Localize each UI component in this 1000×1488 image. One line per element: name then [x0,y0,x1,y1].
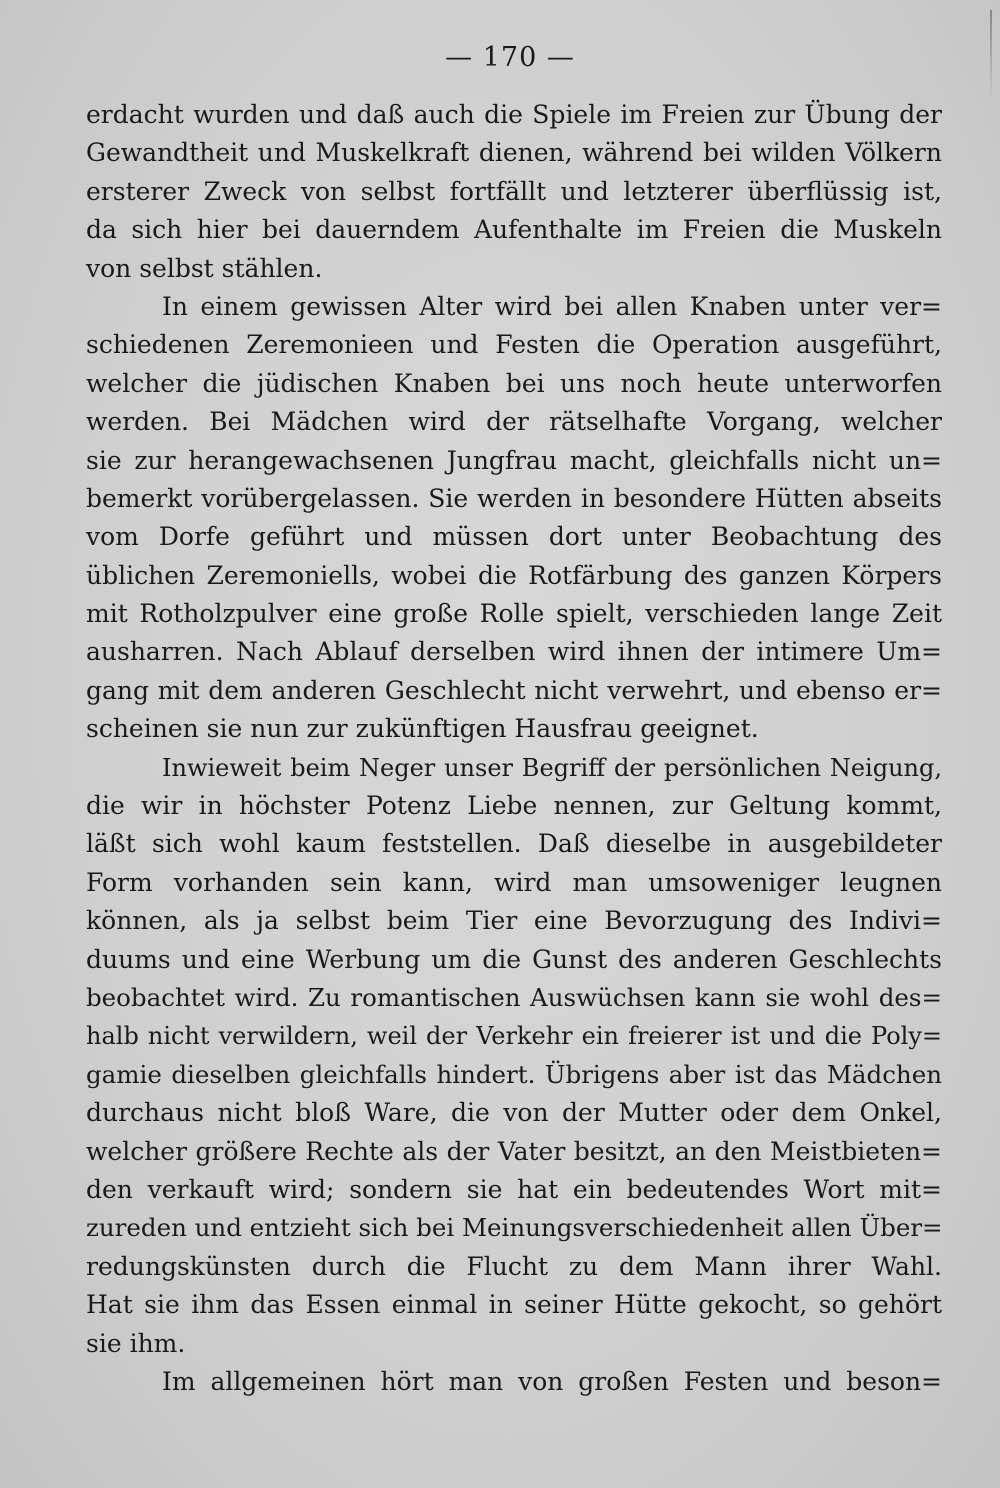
text-line: da sich hier bei dauerndem Aufenthalte im Freien die Muskeln [86,215,942,245]
text-line: scheinen sie nun zur zukünftigen Hausfrau geeignet. [86,714,759,744]
body-text [86,96,942,1401]
text-line: erdacht wurden und daß auch die Spiele im Freien zur Übung der [86,100,942,129]
text-line: gang mit dem anderen Geschlecht nicht verwehrt, und ebenso er= [86,675,942,705]
page-number: — 170 — [445,42,575,73]
text-line: bemerkt vorübergelassen. Sie werden in besondere Hütten abseits [86,483,942,513]
text-line: halb nicht verwildern, weil der Verkehr ein freierer ist und die Poly= [86,1022,942,1051]
text-line: beobachtet wird. Zu romantischen Auswüchsen kann sie wohl des= [86,982,942,1012]
text-line: redungskünsten durch die Flucht zu dem Mann ihrer Wahl. [86,1251,942,1281]
text-line: mit Rotholzpulver eine große Rolle spielt, verschieden lange Zeit [86,599,942,629]
text-line: gamie dieselben gleichfalls hindert. Übrigens aber ist das Mädchen [86,1059,942,1089]
text-line: zureden und entzieht sich bei Meinungsverschiedenheit allen Über= [86,1213,943,1243]
text-line: den verkauft wird; sondern sie hat ein bedeutendes Wort mit= [86,1174,942,1204]
text-line: Inwieweit beim Neger unser Begriff der persönlichen Neigung, [162,753,942,782]
text-line: ersterer Zweck von selbst fortfällt und letzterer überflüssig ist, [86,176,942,206]
text-line: Hat sie ihm das Essen einmal in seiner Hütte gekocht, so gehört [86,1290,942,1320]
text-line: von selbst stählen. [86,253,323,283]
text-line: Gewandtheit und Muskelkraft dienen, während bei wilden Völkern [86,138,942,168]
text-line: durchaus nicht bloß Ware, die von der Mutter oder dem Onkel, [86,1098,942,1128]
text-line: Im allgemeinen hört man von großen Festen und beson= [162,1366,942,1396]
text-line: Form vorhanden sein kann, wird man umsoweniger leugnen [86,867,942,897]
text-line: werden. Bei Mädchen wird der rätselhafte Vorgang, welcher [86,407,942,437]
text-line: In einem gewissen Alter wird bei allen Knaben unter ver= [162,291,942,321]
text-line: sie ihm. [86,1328,186,1358]
text-line: ausharren. Nach Ablauf derselben wird ihnen der intimere Um= [86,637,942,667]
text-line: schiedenen Zeremonieen und Festen die Operation ausgeführt, [86,330,942,360]
text-line: die wir in höchster Potenz Liebe nennen, zur Geltung kommt, [86,791,942,821]
text-line: welcher die jüdischen Knaben bei uns noch heute unterworfen [86,368,942,398]
text-line: üblichen Zeremoniells, wobei die Rotfärbung des ganzen Körpers [86,560,942,590]
text-line: können, als ja selbst beim Tier eine Bevorzugung des Indivi= [86,906,942,936]
text-line: vom Dorfe geführt und müssen dort unter Beobachtung des [86,522,942,552]
text-line: duums und eine Werbung um die Gunst des anderen Geschlechts [86,944,942,974]
text-line: läßt sich wohl kaum feststellen. Daß dieselbe in ausgebildeter [86,829,942,859]
text-line: welcher größere Rechte als der Vater besitzt, an den Meistbieten= [86,1136,942,1166]
text-line: sie zur herangewachsenen Jungfrau macht, gleichfalls nicht un= [86,445,942,475]
